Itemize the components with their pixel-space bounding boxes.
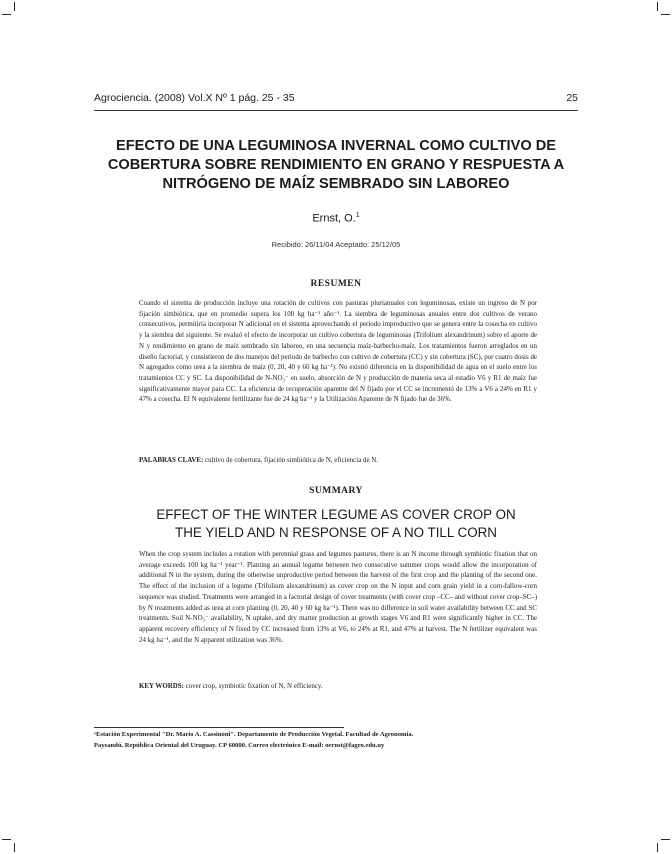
author-footnote-marker: 1 [355, 212, 360, 219]
summary-text: When the crop system includes a rotation with perennial grass and legumes pastures, there is an N income through symbiotic fixation that on average exceeds 100 kg ha⁻¹ year⁻¹. Planting an annual legume between two consecutive summer crops would allow the incorporation of additional N in the system, during the otherwise unproductive period between the harvest of the first crop and the planting of the second one. The effect of the inclusion of a legume (Trifolium alexandrinum) as cover crop on the N input and corn grain yield in a corn-fallow-corn sequence was studied. Treatments were arranged in a factorial design of cover treatments (with cover crop –CC– and without cover crop–SC–) by N treatments added as urea at corn planting (0, 20, 40 y 60 kg ha⁻¹). There was no difference in soil water availability between CC and SC treatments. Soil N-NO₃⁻ availability, N uptake, and dry matter production at growth stages V6 and R1 were significantly higher in CC. The apparent recovery efficiency of N fixed by CC increased from 13% at V6, to 24% at R1, and 47% at harvest. The N fertilizer equivalent was 24 kg ha⁻¹, and the N apparent utilization was 36%. [139, 550, 537, 644]
journal-citation: Agrociencia. (2008) Vol.X Nº 1 pág. 25 - 35 [94, 92, 295, 104]
affiliation-footnote [94, 730, 534, 751]
key-words-text: cover crop, symbiotic fixation of N, N efficiency. [183, 682, 323, 690]
footnote-line-1: ¹Estación Experimental "Dr. Mario A. Cassinoni". Departamento de Producción Vegetal. Facultad de Agronomía. [94, 731, 414, 738]
crop-mark [14, 843, 15, 852]
article-title-en [96, 506, 576, 542]
resumen-heading: RESUMEN [310, 279, 362, 289]
footnote-rule [94, 727, 344, 728]
palabras-clave [139, 455, 537, 466]
title-es-line: NITRÓGENO DE MAÍZ SEMBRADO SIN LABOREO [162, 176, 510, 192]
running-header [94, 92, 578, 104]
footnote-line-2: Paysandú. República Oriental del Uruguay. CP 60000. Correo electrónico E-mail: oernst@fagro.edu.uy [94, 741, 385, 749]
article-title-es [96, 137, 576, 194]
title-es-line: COBERTURA SOBRE RENDIMIENTO EN GRANO Y RESPUESTA A [107, 157, 565, 173]
received-accepted-dates: Recibido: 26/11/04 Aceptado: 25/12/05 [271, 240, 401, 249]
key-words [139, 681, 537, 692]
crop-mark [657, 2, 658, 11]
title-en-line: EFFECT OF THE WINTER LEGUME AS COVER CROP ON [156, 507, 516, 522]
page-number: 25 [566, 92, 578, 104]
title-en-line: THE YIELD AND N RESPONSE OF A NO TILL CORN [175, 525, 497, 540]
author-line [0, 212, 672, 225]
crop-mark [14, 2, 15, 11]
author-name: Ernst, O. [312, 212, 356, 225]
crop-mark [657, 843, 658, 852]
crop-mark [661, 14, 670, 15]
crop-mark [661, 839, 670, 840]
crop-mark [2, 839, 11, 840]
key-words-label: KEY WORDS: [139, 682, 184, 690]
title-es-line: EFECTO DE UNA LEGUMINOSA INVERNAL COMO CULTIVO DE [116, 138, 556, 154]
summary-heading: SUMMARY [309, 486, 363, 496]
header-rule [94, 110, 578, 111]
palabras-clave-text: cultivo de cobertura, fijación simbiótica de N, eficiencia de N. [203, 456, 379, 464]
crop-mark [2, 14, 11, 15]
resumen-text: Cuando el sistema de producción incluye una rotación de cultivos con pasturas plurianuales con leguminosas, existe un ingreso de N por fijación simbiótica, que en promedio supera los 100 kg ha⁻¹ año⁻¹. La siembra de leguminosas anuales entre dos cultivos de verano consecutivos, permitiría incorporar N adicional en el sistema aprovechando el período improductivo que se genera entre la cosecha en cultivo y la siembra del siguiente. Se evaluó el efecto de incorporar un cultivo cobertura de leguminosas (Trifolium alexandrinum) sobre el aporte de N y rendimiento en grano de maíz sembrado sin laboreo, en una secuencia maíz-barbecho-maíz. Los tratamientos fueron arreglados en un diseño factorial, y consistieron de dos manejos del período de barbecho con cultivo de cobertura (CC) y sin cobertura (SC), por cuatro dosis de N agregados como urea a la siembra de maíz (0, 20, 40 y 60 kg ha⁻¹). No existió diferencia en la disponibilidad de agua en el suelo entre los tratamientos CC y SC. La disponibilidad de N-NO₃⁻ en suelo, absorción de N y producción de materia seca al estadio V6 y R1 de maíz fue significativamente mayor para CC. La eficiencia de recuperación aparente del N fijado por el CC se incrementó de 13% a V6 a 24% en R1 y 47% a cosecha. El N equivalente fertilizante fue de 24 kg ha⁻¹ y la Utilización Aparente de N fijado fue de 36%. [139, 299, 537, 404]
palabras-clave-label: PALABRAS CLAVE: [139, 456, 204, 464]
